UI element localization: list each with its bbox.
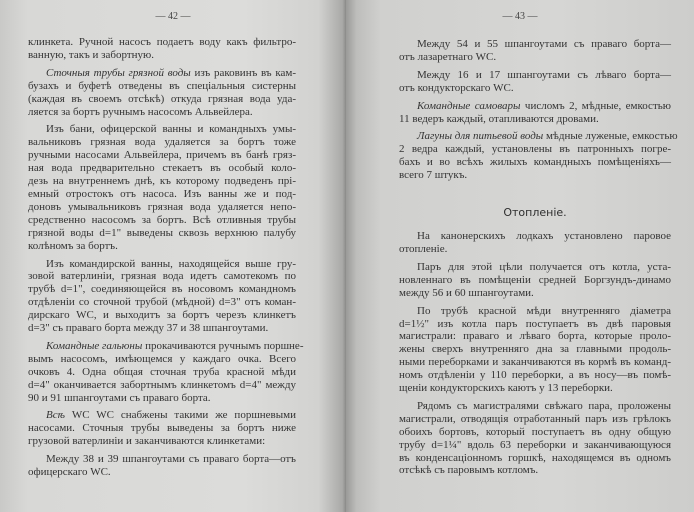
page-number: — 43 — <box>502 11 538 22</box>
line-text: трубѣ d=1", соединяющейся въ носовомъ командномъ <box>28 283 296 296</box>
line-text: отъ лазаретнаго WC. <box>399 50 497 63</box>
line-text: Между 38 и 39 шпангоутами съ праваго борта—отъ <box>46 453 296 466</box>
text-line <box>399 464 671 477</box>
line-text: обоихъ бортовъ, который поступаетъ въ одну общую <box>399 425 671 438</box>
paragraph <box>28 67 296 119</box>
text-column <box>399 38 678 482</box>
text-line <box>399 439 671 452</box>
line-text: средственно насосомъ за бортъ. Всѣ отливныя трубы <box>28 213 296 226</box>
text-line <box>28 227 296 240</box>
page-number: — 42 — <box>155 11 191 22</box>
line-text: въ конденсаціонномъ горшкѣ, находящемся въ одномъ <box>399 451 671 464</box>
text-line <box>399 156 671 169</box>
line-text: между 56 и 60 шпангоутами. <box>399 286 534 299</box>
line-text: зовой ватерлиніи, грязная вода идетъ самотекомъ по <box>28 270 296 283</box>
text-line <box>28 422 296 435</box>
paragraph <box>399 230 671 256</box>
text-line <box>399 400 671 413</box>
line-text: колѣномъ за бортъ. <box>28 239 118 252</box>
line-text: ная вода предварительно стекаетъ въ особый коло- <box>28 162 296 175</box>
text-line <box>28 339 304 353</box>
line-text: Рядомъ съ магистралями свѣжаго пара, проложены <box>417 399 671 412</box>
paragraph <box>28 36 296 62</box>
line-text: числомъ 2, мѣдные, емкостью <box>520 99 671 112</box>
text-line <box>28 67 296 80</box>
line-text: отдѣленіи со сточной трубой (мѣдной) d=3" отъ коман- <box>28 296 296 309</box>
line-text: d=1½" изъ котла паръ поступаетъ въ двѣ паровыя <box>399 317 671 330</box>
paragraph <box>399 100 671 126</box>
line-text: всего 7 штукъ. <box>399 169 468 182</box>
text-line <box>28 80 296 93</box>
text-line <box>28 201 296 214</box>
text-line <box>28 214 296 227</box>
line-text: Изъ бани, офицерской ванны и командныхъ умы- <box>46 123 296 136</box>
paragraph <box>399 261 671 300</box>
text-line <box>399 305 671 318</box>
text-line <box>399 426 671 439</box>
line-text: d=3" съ праваго борта между 37 и 38 шпангоутами. <box>28 322 269 335</box>
text-line <box>399 51 671 64</box>
text-line <box>399 243 671 256</box>
line-text: WC WC снабжены такими же поршневыми <box>64 409 296 422</box>
paragraph <box>28 453 296 479</box>
text-line <box>399 413 671 426</box>
line-text: дезь на внутреннемъ днѣ, къ которому подведенъ прі- <box>28 175 296 188</box>
text-column <box>28 36 304 484</box>
text-line <box>399 130 678 143</box>
line-text: грузовой ватерлиніи и заканчиваются клинкетами: <box>28 435 266 448</box>
line-text: доновъ умывальниковъ грязная вода удаляется непо- <box>28 200 296 213</box>
line-text: Изъ командирской ванны, находящейся выше гру- <box>46 257 296 270</box>
line-text: бахъ и во всѣхъ жилыхъ командныхъ помѣщеніяхъ— <box>399 156 671 169</box>
paragraph <box>399 38 671 64</box>
line-text: мѣдные луженые, емкостью <box>543 130 678 143</box>
text-line <box>28 366 296 379</box>
line-text: новленнаго въ помѣщеніи средней Боргзундъ-динамо <box>399 273 671 286</box>
line-text: дирскаго WC, и выходитъ за бортъ черезъ клинкетъ <box>28 309 296 322</box>
text-line <box>399 113 671 126</box>
text-line <box>399 143 671 156</box>
text-line <box>399 343 671 356</box>
paragraph <box>399 400 671 477</box>
line-text: щеніи кондукторскихъ каютъ у 13 переборки. <box>399 382 613 395</box>
italic-lead: Лагуны для питьевой воды <box>417 130 544 143</box>
text-line <box>28 93 296 106</box>
line-text: вымъ насосомъ, имѣющемся у каждаго очка. Всего <box>28 352 296 365</box>
text-line <box>28 149 296 162</box>
line-text: номъ отдѣленіи у 110 переборки, а въ носу—въ помѣ- <box>399 369 671 382</box>
line-text: Между 54 и 55 шпангоутами съ праваго борта— <box>417 38 671 50</box>
line-text: Паръ для этой цѣли получается отъ котла, уста- <box>417 260 671 273</box>
line-text: ными переборками и заканчиваются въ кормѣ въ команд- <box>399 356 671 369</box>
line-text: Между 16 и 17 шпангоутами съ лѣваго борта— <box>417 68 671 81</box>
line-text: По трубѣ красной мѣди внутренняго діаметра <box>417 304 671 317</box>
line-text: прокачиваются ручнымъ поршне- <box>142 339 304 352</box>
text-line <box>28 240 296 253</box>
line-text: ванную, такъ и забортную. <box>28 48 155 61</box>
line-text: ляется за бортъ ручнымъ насосомъ Альвейлера. <box>28 105 253 118</box>
text-line <box>28 270 296 283</box>
line-text: магистрали, отводящія отработанный паръ изъ грѣлокъ <box>399 412 671 425</box>
text-line <box>399 330 671 343</box>
paragraph <box>28 258 296 335</box>
paragraphs-after-heading <box>399 230 671 477</box>
text-line <box>399 69 671 82</box>
text-line <box>28 322 296 335</box>
line-text: d=4" оканчивается забортнымъ клинкетомъ d=4" между <box>28 378 296 391</box>
right-page <box>346 0 694 512</box>
text-line <box>399 261 671 274</box>
line-text: (каждая въ своемъ отсѣкѣ) откуда грязная вода уда- <box>28 92 296 105</box>
line-text: клинкета. Ручной насосъ подаетъ воду какъ фильтро- <box>28 36 296 48</box>
line-text: отъ кондукторскаго WC. <box>399 81 514 94</box>
text-line <box>399 169 671 182</box>
text-line <box>28 175 296 188</box>
text-line <box>28 283 296 296</box>
text-line <box>399 287 671 300</box>
left-page <box>0 0 346 512</box>
section-heading: Отопленіе. <box>503 206 567 220</box>
line-text: 2 ведра каждый, установлены въ патронныхъ погре- <box>399 143 671 156</box>
text-line <box>28 453 296 466</box>
italic-lead: Сточныя трубы грязной воды <box>46 66 191 79</box>
text-line <box>399 38 671 51</box>
text-line <box>28 106 296 119</box>
paragraph <box>399 69 671 95</box>
line-text: офицерскаго WC. <box>28 466 111 479</box>
line-text: 11 ведеръ каждый, отапливаются дровами. <box>399 112 599 125</box>
line-text: бузахъ и буфетѣ отведены въ спеціальныя систерны <box>28 79 296 92</box>
paragraph <box>28 339 304 405</box>
text-line <box>399 369 671 382</box>
text-line <box>28 466 296 479</box>
text-line <box>28 353 296 366</box>
text-line <box>28 188 296 201</box>
text-line <box>28 379 296 392</box>
text-line <box>28 123 296 136</box>
text-line <box>28 36 296 49</box>
line-text: отсѣкѣ съ паровымъ котломъ. <box>399 464 539 477</box>
text-line <box>399 100 671 113</box>
text-line <box>28 296 296 309</box>
text-line <box>399 382 671 395</box>
paragraph <box>28 123 296 252</box>
text-line <box>28 136 296 149</box>
line-text: трубу d=1¼" вдоль 63 переборки и заканчивающуюся <box>399 438 671 451</box>
text-line <box>399 318 671 331</box>
text-line <box>399 274 671 287</box>
line-text: магистрали: праваго и лѣваго борта, которые проло- <box>399 330 671 343</box>
text-line <box>28 409 296 422</box>
text-line <box>28 435 296 448</box>
line-text: 90 и 91 шпангоутами съ праваго борта. <box>28 391 211 404</box>
italic-lead: Всѣ <box>46 409 65 422</box>
line-text: На канонерскихъ лодкахъ установлено паровое <box>417 230 671 243</box>
italic-lead: Командные гальюны <box>46 339 143 352</box>
text-line <box>28 309 296 322</box>
text-line <box>28 258 296 271</box>
line-text: емный отростокъ отъ насоса. Изъ ванны же и под- <box>28 187 296 200</box>
text-line <box>399 452 671 465</box>
line-text: ручными насосами Альвейлера, причемъ въ банѣ гряз- <box>28 149 296 162</box>
line-text: насосами. Сточныя трубы выведены за бортъ ниже <box>28 422 296 435</box>
text-line <box>399 82 671 95</box>
line-text: изъ раковинъ въ кам- <box>190 66 296 79</box>
paragraph <box>28 409 296 448</box>
text-line <box>28 392 296 405</box>
line-text: очковъ 4. Одна общая сточная труба красной мѣди <box>28 365 296 378</box>
line-text: отопленіе. <box>399 242 448 255</box>
text-line <box>28 49 296 62</box>
paragraphs-before-heading <box>399 38 678 182</box>
line-text: жены сверхъ внутренняго дна за главными продоль- <box>399 343 671 356</box>
text-line <box>399 230 671 243</box>
paragraph <box>399 130 678 182</box>
text-line <box>28 162 296 175</box>
italic-lead: Командные самовары <box>417 99 521 112</box>
paragraph <box>399 305 671 395</box>
line-text: грязной воды d=1" выведены сквозь верхнюю палубу <box>28 226 296 239</box>
text-line <box>399 356 671 369</box>
line-text: вальниковъ грязная вода удаляется за бортъ тоже <box>28 136 296 149</box>
